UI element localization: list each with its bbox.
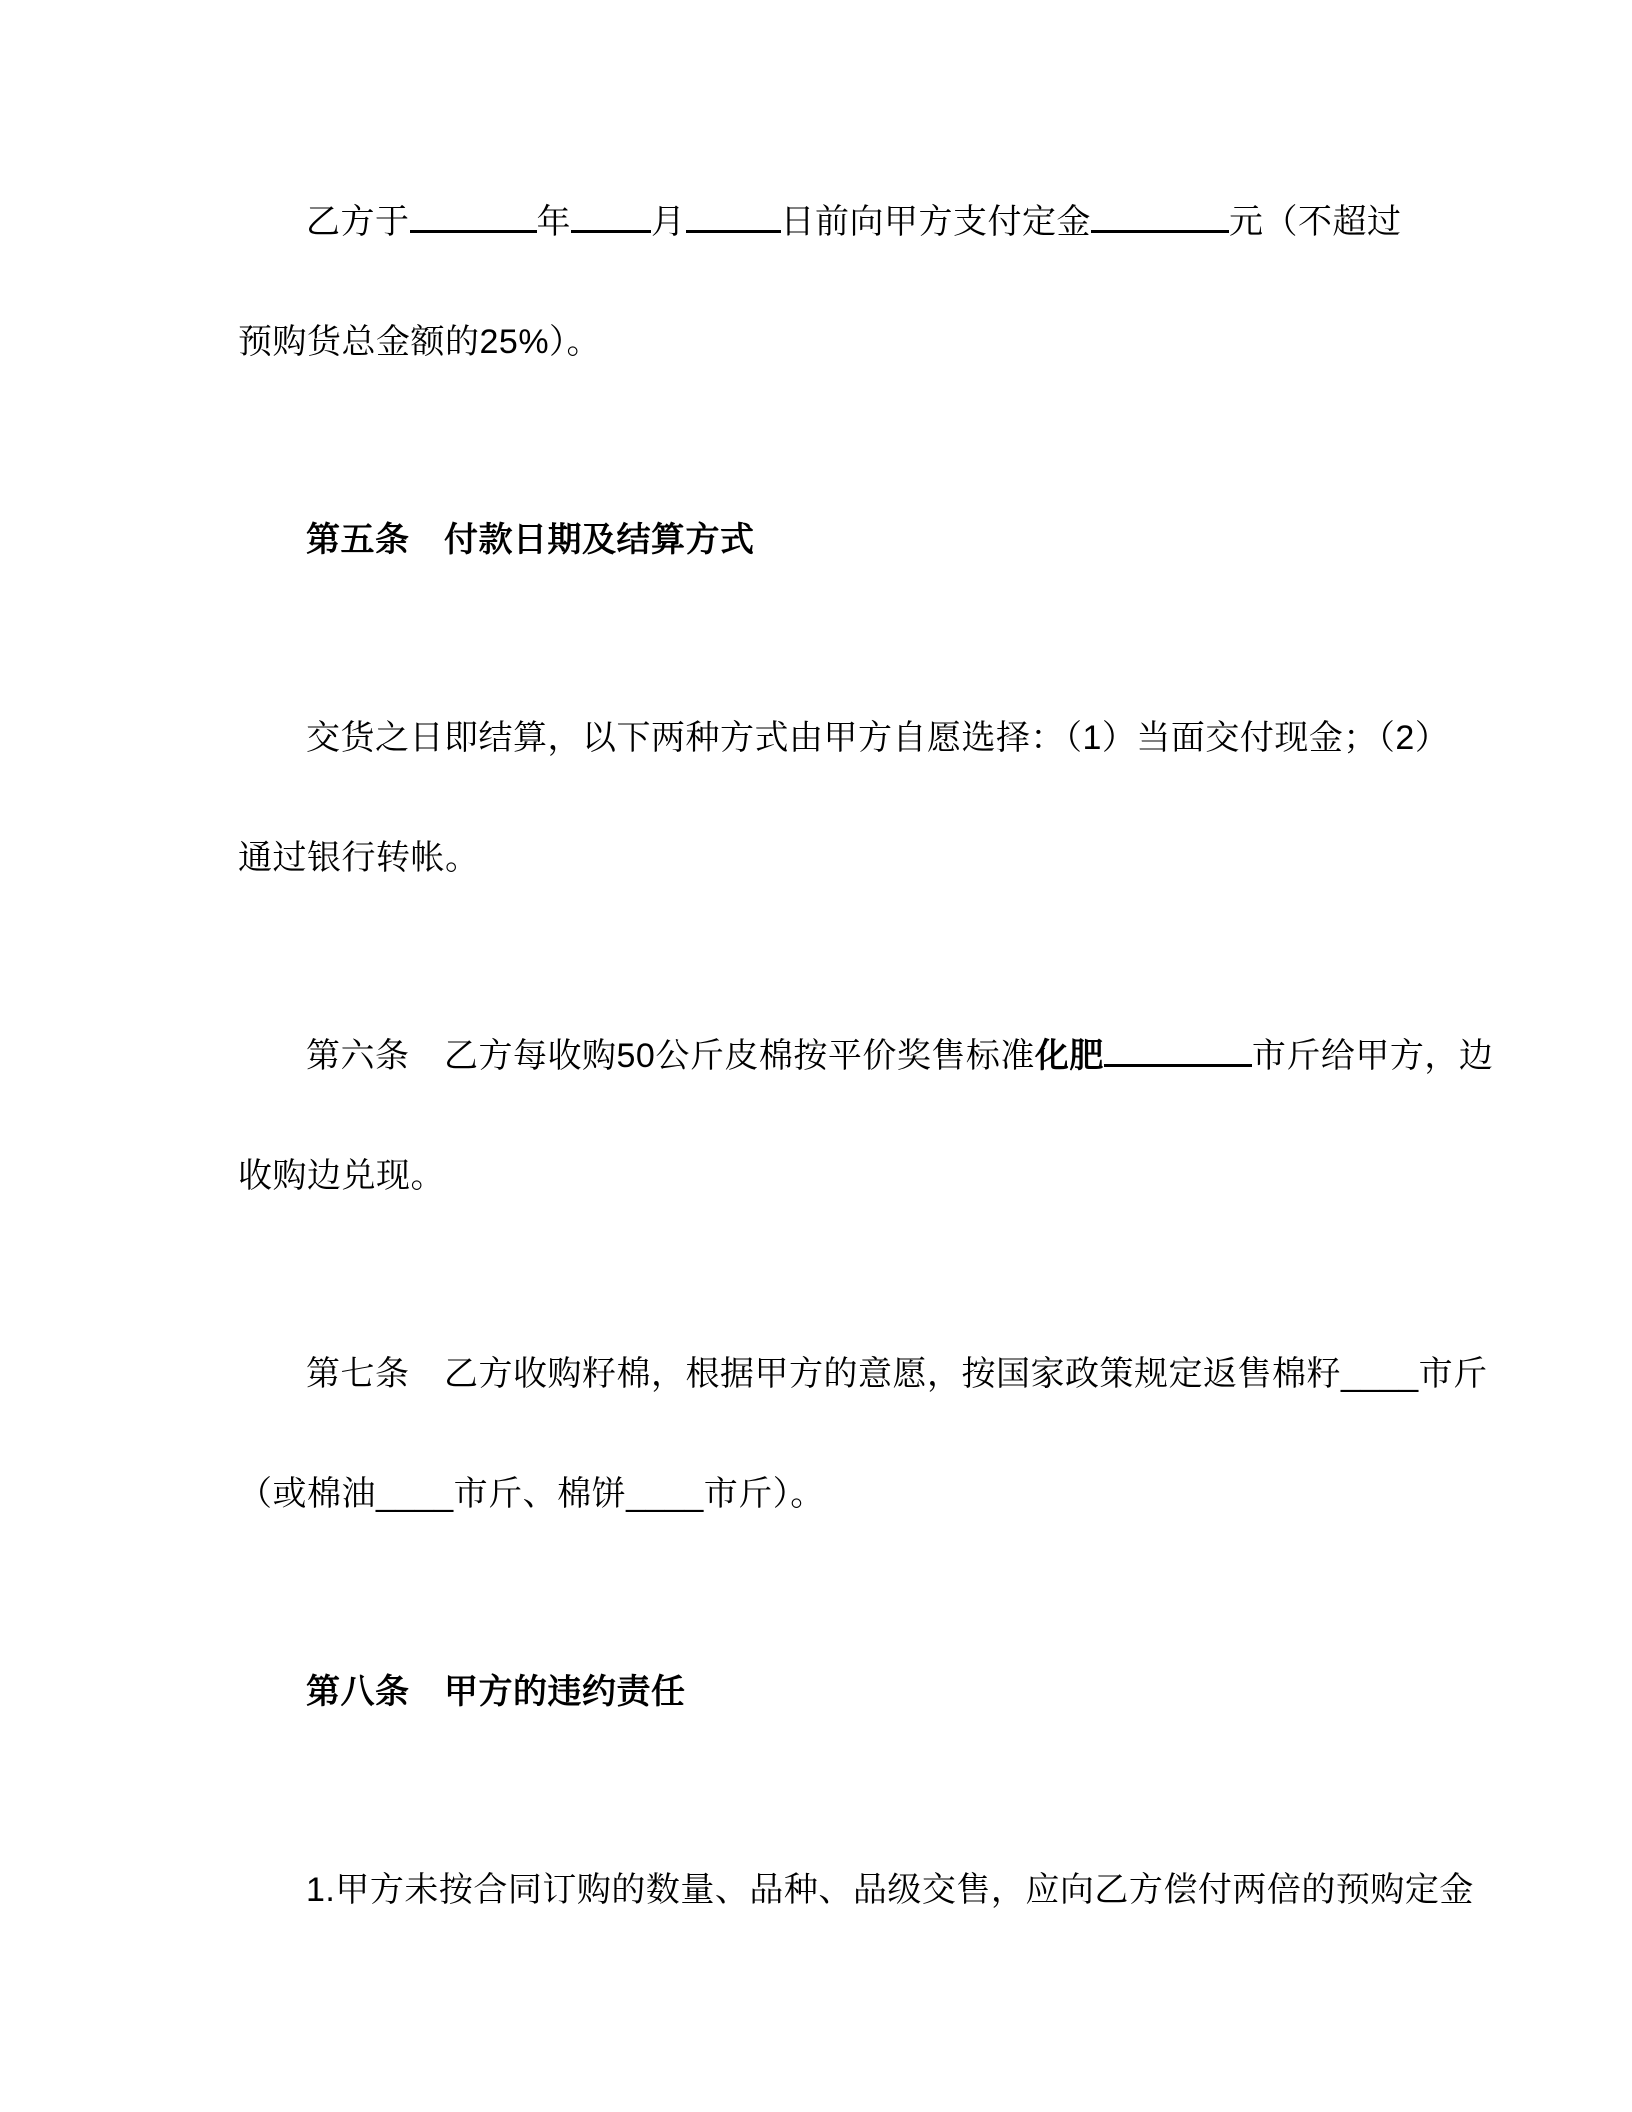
article-5-clause-settlement-line-1	[238, 678, 1450, 798]
clause-deposit-payment-line-1	[238, 162, 1402, 282]
article-5-heading-line-1	[238, 480, 1392, 600]
text-segment: 1.甲方未按合同订购的数量、品种、品级交售，应向乙方偿付两倍的预购定金	[306, 1871, 1474, 1909]
article-6-clause-fertilizer-line-2	[238, 1116, 1392, 1236]
article-6-clause-fertilizer	[238, 996, 1494, 1236]
fill-in-blank-underline	[686, 224, 781, 233]
text-segment: （或棉油____市斤、棉饼____市斤）。	[238, 1475, 825, 1513]
fill-in-blank-underline	[1091, 224, 1229, 233]
article-7-clause-seed-cotton	[238, 1314, 1488, 1554]
text-segment: 月	[651, 203, 686, 241]
fill-in-blank-underline	[1104, 1058, 1252, 1067]
clause-deposit-payment	[238, 162, 1402, 402]
text-segment: 乙方于	[306, 203, 410, 241]
text-segment: 收购边兑现。	[238, 1157, 445, 1195]
article-8-heading	[238, 1632, 1392, 1752]
article-5-heading	[238, 480, 1392, 600]
text-segment: 市斤给甲方，边	[1251, 1037, 1494, 1075]
text-segment: 第六条 乙方每收购50公斤皮棉按平价奖售标准	[306, 1037, 1035, 1075]
text-segment: 年	[536, 203, 571, 241]
article-7-clause-seed-cotton-line-1	[238, 1314, 1488, 1434]
text-segment: 化肥	[1034, 1037, 1104, 1075]
article-8-clause-breach-1	[238, 1830, 1474, 1950]
text-segment: 元（不超过	[1229, 203, 1402, 241]
text-segment: 预购货总金额的25%）。	[238, 323, 602, 361]
article-6-clause-fertilizer-line-1	[238, 996, 1494, 1116]
text-segment: 第五条 付款日期及结算方式	[306, 521, 755, 559]
article-5-clause-settlement	[238, 678, 1450, 918]
text-segment: 日前向甲方支付定金	[780, 203, 1091, 241]
text-segment: 通过银行转帐。	[238, 839, 480, 877]
article-8-heading-line-1	[238, 1632, 1392, 1752]
article-5-clause-settlement-line-2	[238, 798, 1392, 918]
article-8-clause-breach-1-line-1	[238, 1830, 1474, 1950]
text-segment: 第七条 乙方收购籽棉，根据甲方的意愿，按国家政策规定返售棉籽____市斤	[306, 1355, 1488, 1393]
article-7-clause-seed-cotton-line-2	[238, 1434, 1392, 1554]
text-segment: 第八条 甲方的违约责任	[306, 1673, 686, 1711]
text-segment: 交货之日即结算，以下两种方式由甲方自愿选择：（1）当面交付现金；（2）	[306, 719, 1450, 757]
fill-in-blank-underline	[410, 224, 537, 233]
fill-in-blank-underline	[571, 224, 651, 233]
document-body	[238, 162, 1494, 1950]
clause-deposit-payment-line-2	[238, 282, 1392, 402]
